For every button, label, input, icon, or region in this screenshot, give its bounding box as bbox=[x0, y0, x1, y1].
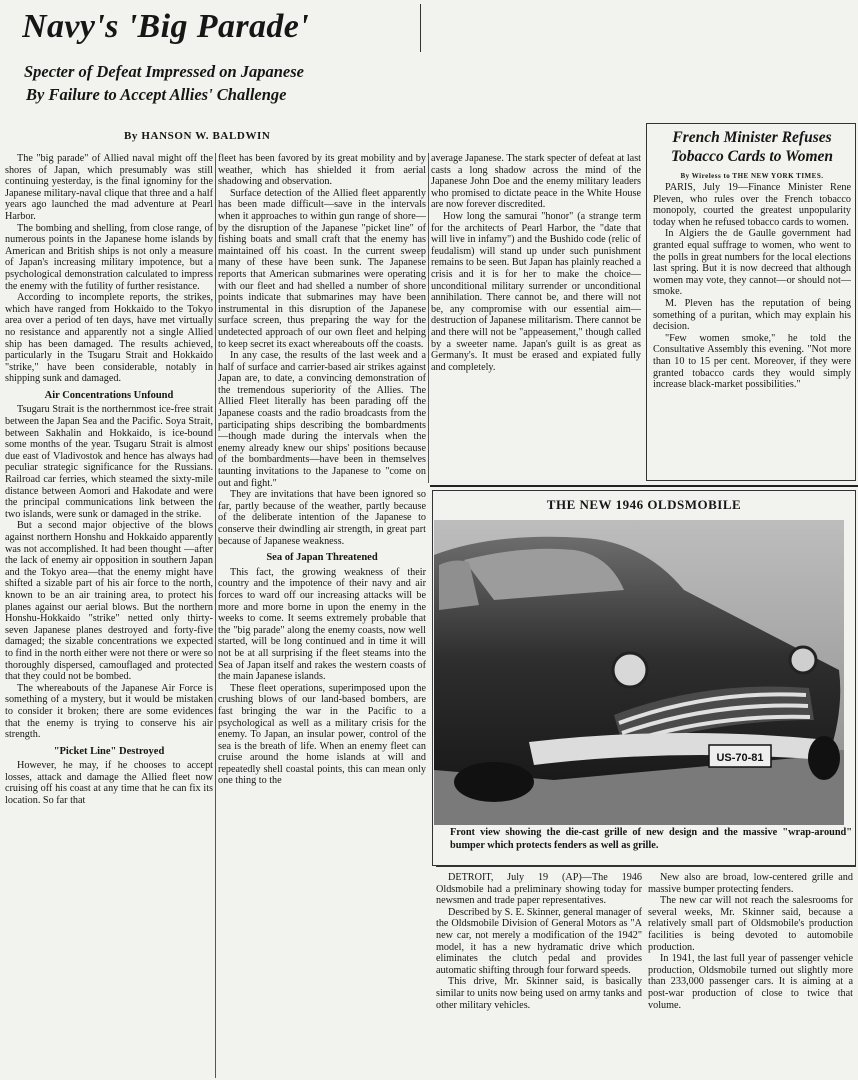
paragraph: average Japanese. The stark specter of defeat at last casts a long shadow across the mind of the Japanese John Doe and the enemy military leaders who promised to dictate peace in the White House are now forever discredited. bbox=[431, 153, 641, 211]
sidebar-story bbox=[646, 123, 856, 481]
paragraph: fleet has been favored by its great mobility and by weather, which has shielded it from aerial shadowing and observation. bbox=[218, 153, 426, 188]
oldsmobile-column-2 bbox=[648, 872, 853, 1078]
sidebar-dateline: By Wireless to THE NEW YORK TIMES. bbox=[680, 172, 824, 180]
paragraph: M. Pleven has the reputation of being something of a puritan, which may explain his decision. bbox=[653, 297, 851, 333]
section-rule bbox=[436, 866, 856, 867]
paragraph: The bombing and shelling, from close range, of numerous points in the Japanese home islands by American and British ships is not only a measure of Japan's increasing military impotence, but a psychological demonstration calculated to impress the enemy with the futility of further resistance. bbox=[5, 222, 213, 292]
paragraph: New also are broad, low-centered grille and massive bumper protecting fenders. bbox=[648, 872, 853, 895]
paragraph: In Algiers the de Gaulle government had granted equal suffrage to women, who went to the polls in great numbers for the local elections last spring. But it is now decreed that although women may vote, they cannot—or should not—smoke. bbox=[653, 228, 851, 298]
oldsmobile-column-1 bbox=[436, 872, 642, 1078]
sidebar-body bbox=[653, 182, 851, 472]
paragraph: Tsugaru Strait is the northernmost ice-free strait between the Japan Sea and the Pacific. Soya Strait, between Sakhalin and Hokkaido, is ice-bound some months of the year. Tsugaru Strait is almost due east of Vladivostok and hence has always had peculiar strategic significance for the Russians. Railroad car ferries, which steamed the sixty-mile distance between Aomori and Hakodate and were the principal communications link between the two islands, were sunk or damaged in the strike. bbox=[5, 404, 213, 520]
paragraph: This fact, the growing weakness of their country and the impotence of their navy and air forces to ward off our increasing attacks will be more and more borne in upon the enemy in the weeks to come. It seems extremely probable that the "big parade" along the enemy coasts, now well started, will be long continued and in time it will not be at all surprising if the fleet steams into the Sea of Japan itself and rakes the western coasts of the main Japanese islands. bbox=[218, 566, 426, 683]
sidebar-headline: French Minister Refuses Tobacco Cards to Women bbox=[670, 129, 834, 165]
article-headline: Navy's 'Big Parade' bbox=[22, 8, 310, 45]
paragraph: PARIS, July 19—Finance Minister Rene Pleven, who rules over the French tobacco monopoly, courted the greatest unpopularity today when he refused tobacco cards to women. bbox=[653, 182, 851, 228]
section-rule bbox=[430, 485, 858, 487]
paragraph: In 1941, the last full year of passenger vehicle production, Oldsmobile turned out slightly more than 233,000 passenger cars. It is aiming at a post-war production of close to twice that volume. bbox=[648, 953, 853, 1011]
paragraph: These fleet operations, superimposed upon the crushing blows of our land-based bombers, are fast bringing the war in the Pacific to a psychological as well as a military crisis for the enemy. To Japan, an insular power, control of the sea is the breath of life. When an enemy fleet can cruise around the home islands at will and repeatedly shell coastal points, this can mean only one thing to the bbox=[218, 682, 426, 787]
byline: By HANSON W. BALDWIN bbox=[124, 130, 271, 142]
paragraph: How long the samurai "honor" (a strange term for the architects of Pearl Harbor, the "date that will live in infamy") and the Bushido code (relic of feudalism) will stand up under such punishment remains to be seen. But Japan has plainly reached a crisis and it is for her to make the choice—unconditional military surrender or unconditional annihilation. There cannot be, and there will not be, any compromise with our essential aim—destruction of Japanese militarism. There cannot be and there will not be "appeasement," though called by a sweeter name. Japan's guilt is as great as Germany's. It must be erased and expiated fully and completely. bbox=[431, 210, 641, 373]
paragraph: In any case, the results of the last week and a half of surface and carrier-based air strikes against Japan are, to date, a convincing demonstration of the tremendous superiority of the Allies. The Allied Fleet literally has been parading off the Japanese coasts and the radio broadcasts from the participating ships describing the bombardments—though made during the intervals when the enemy already knew our ships' positions because of the bombardments—have been in themselves taunting invitations to the Japanese to "come on out and fight." bbox=[218, 350, 426, 489]
headline-rule bbox=[420, 4, 421, 52]
article-deck bbox=[24, 60, 424, 106]
paragraph: Surface detection of the Allied fleet apparently has been made difficult—save in the intervals when it approaches to within gun range of shore—by the disruption of the Japanese "picket line" of fishing boats and small craft that the enemy has maintained off his coast. In the current sweep many of these have been sunk. The Japanese reports that American submarines were operating with our fleet and had shelled a number of shore points indicate that submarines may have been instrumental in this disruption of the Japanese surface screen, thus preparing the way for the undetected approach of our own fleet and helping to keep secret its exact whereabouts off the coasts. bbox=[218, 187, 426, 350]
article-column-2 bbox=[218, 153, 426, 1078]
deck-line: By Failure to Accept Allies' Challenge bbox=[26, 85, 287, 104]
photo-heading: THE NEW 1946 OLDSMOBILE bbox=[546, 497, 742, 512]
subhead: "Picket Line" Destroyed bbox=[53, 745, 165, 757]
article-column-3 bbox=[431, 153, 641, 478]
paragraph: According to incomplete reports, the strikes, which have ranged from Hokkaido to the Tokyo area over a period of ten days, have met virtually no resistance and apparently not a single Allied ship has been damaged. The results achieved, particularly in the Tsugaru Strait and Hokkaido "strike," have been considerable, notably in shipping sunk and damaged. bbox=[5, 292, 213, 385]
paragraph: The "big parade" of Allied naval might off the shores of Japan, which presumably was still continuing yesterday, is the final ignominy for the Japanese military-naval clique that three and a half years ago launched the mad adventure at Pearl Harbor. bbox=[5, 153, 213, 222]
paragraph: This drive, Mr. Skinner said, is basically similar to units now being used on army tanks and other military vehicles. bbox=[436, 976, 642, 1011]
paragraph: Described by S. E. Skinner, general manager of the Oldsmobile Division of General Motors as "A new car, not merely a modification of the 1942" model, it has a new hydramatic drive which eliminates the clutch pedal and provides automatic shifting through four forward speeds. bbox=[436, 906, 642, 976]
subhead: Sea of Japan Threatened bbox=[266, 552, 378, 564]
column-rule bbox=[428, 153, 429, 483]
article-column-1 bbox=[5, 153, 213, 1078]
subhead: Air Concentrations Unfound bbox=[44, 389, 174, 401]
paragraph: They are invitations that have been ignored so far, partly because of the weather, partly because of the deliberate intention of the Japanese to conserve their dwindling air strength, in great part because of Japanese weakness. bbox=[218, 489, 426, 547]
photo-caption: Front view showing the die-cast grille of new design and the massive "wrap-around" bumper which protects fenders as well as grille. bbox=[450, 827, 852, 851]
column-rule bbox=[215, 153, 216, 1078]
paragraph: But a second major objective of the blows against northern Honshu and Hokkaido apparently was not accomplished. It had been thought —after the lack of enemy air opposition in southern Japan and the Tokyo area—that the enemy might have shifted a sizable part of his air force to the north, known to be an air training area, to protect his planes against our aerial blows. But the northern Honshu-Hokkaido "strike" netted only thirty-seven Japanese planes destroyed and forty-five damaged; the sizable concentrations we expected to find in the north either were not there or were so thoroughly dispersed, camouflaged and protected that they could not be bombed. bbox=[5, 520, 213, 683]
paragraph: The whereabouts of the Japanese Air Force is something of a mystery, but it would be mistaken to consider it broken; there are some evidences that the enemy is trying to conserve his air strength. bbox=[5, 682, 213, 741]
paragraph: "Few women smoke," he told the Consultative Assembly this evening. "Not more than 10 to 15 per cent. Moreover, if they were granted tobacco cards they would simply increase black-market possibilities." bbox=[653, 332, 851, 391]
car-photo bbox=[434, 520, 844, 825]
paragraph: The new car will not reach the salesrooms for several weeks, Mr. Skinner said, because a relatively small part of Oldsmobile's production facilities is being devoted to automobile production. bbox=[648, 895, 853, 953]
license-plate: US-70-81 bbox=[716, 752, 764, 764]
paragraph: DETROIT, July 19 (AP)—The 1946 Oldsmobile had a preliminary showing today for newsmen and trade paper representatives. bbox=[436, 872, 642, 907]
deck-line: Specter of Defeat Impressed on Japanese bbox=[24, 62, 305, 81]
paragraph: However, he may, if he chooses to accept losses, attack and damage the Allied fleet now cruising off his coast at any time that he can fix its location. So far that bbox=[5, 760, 213, 807]
